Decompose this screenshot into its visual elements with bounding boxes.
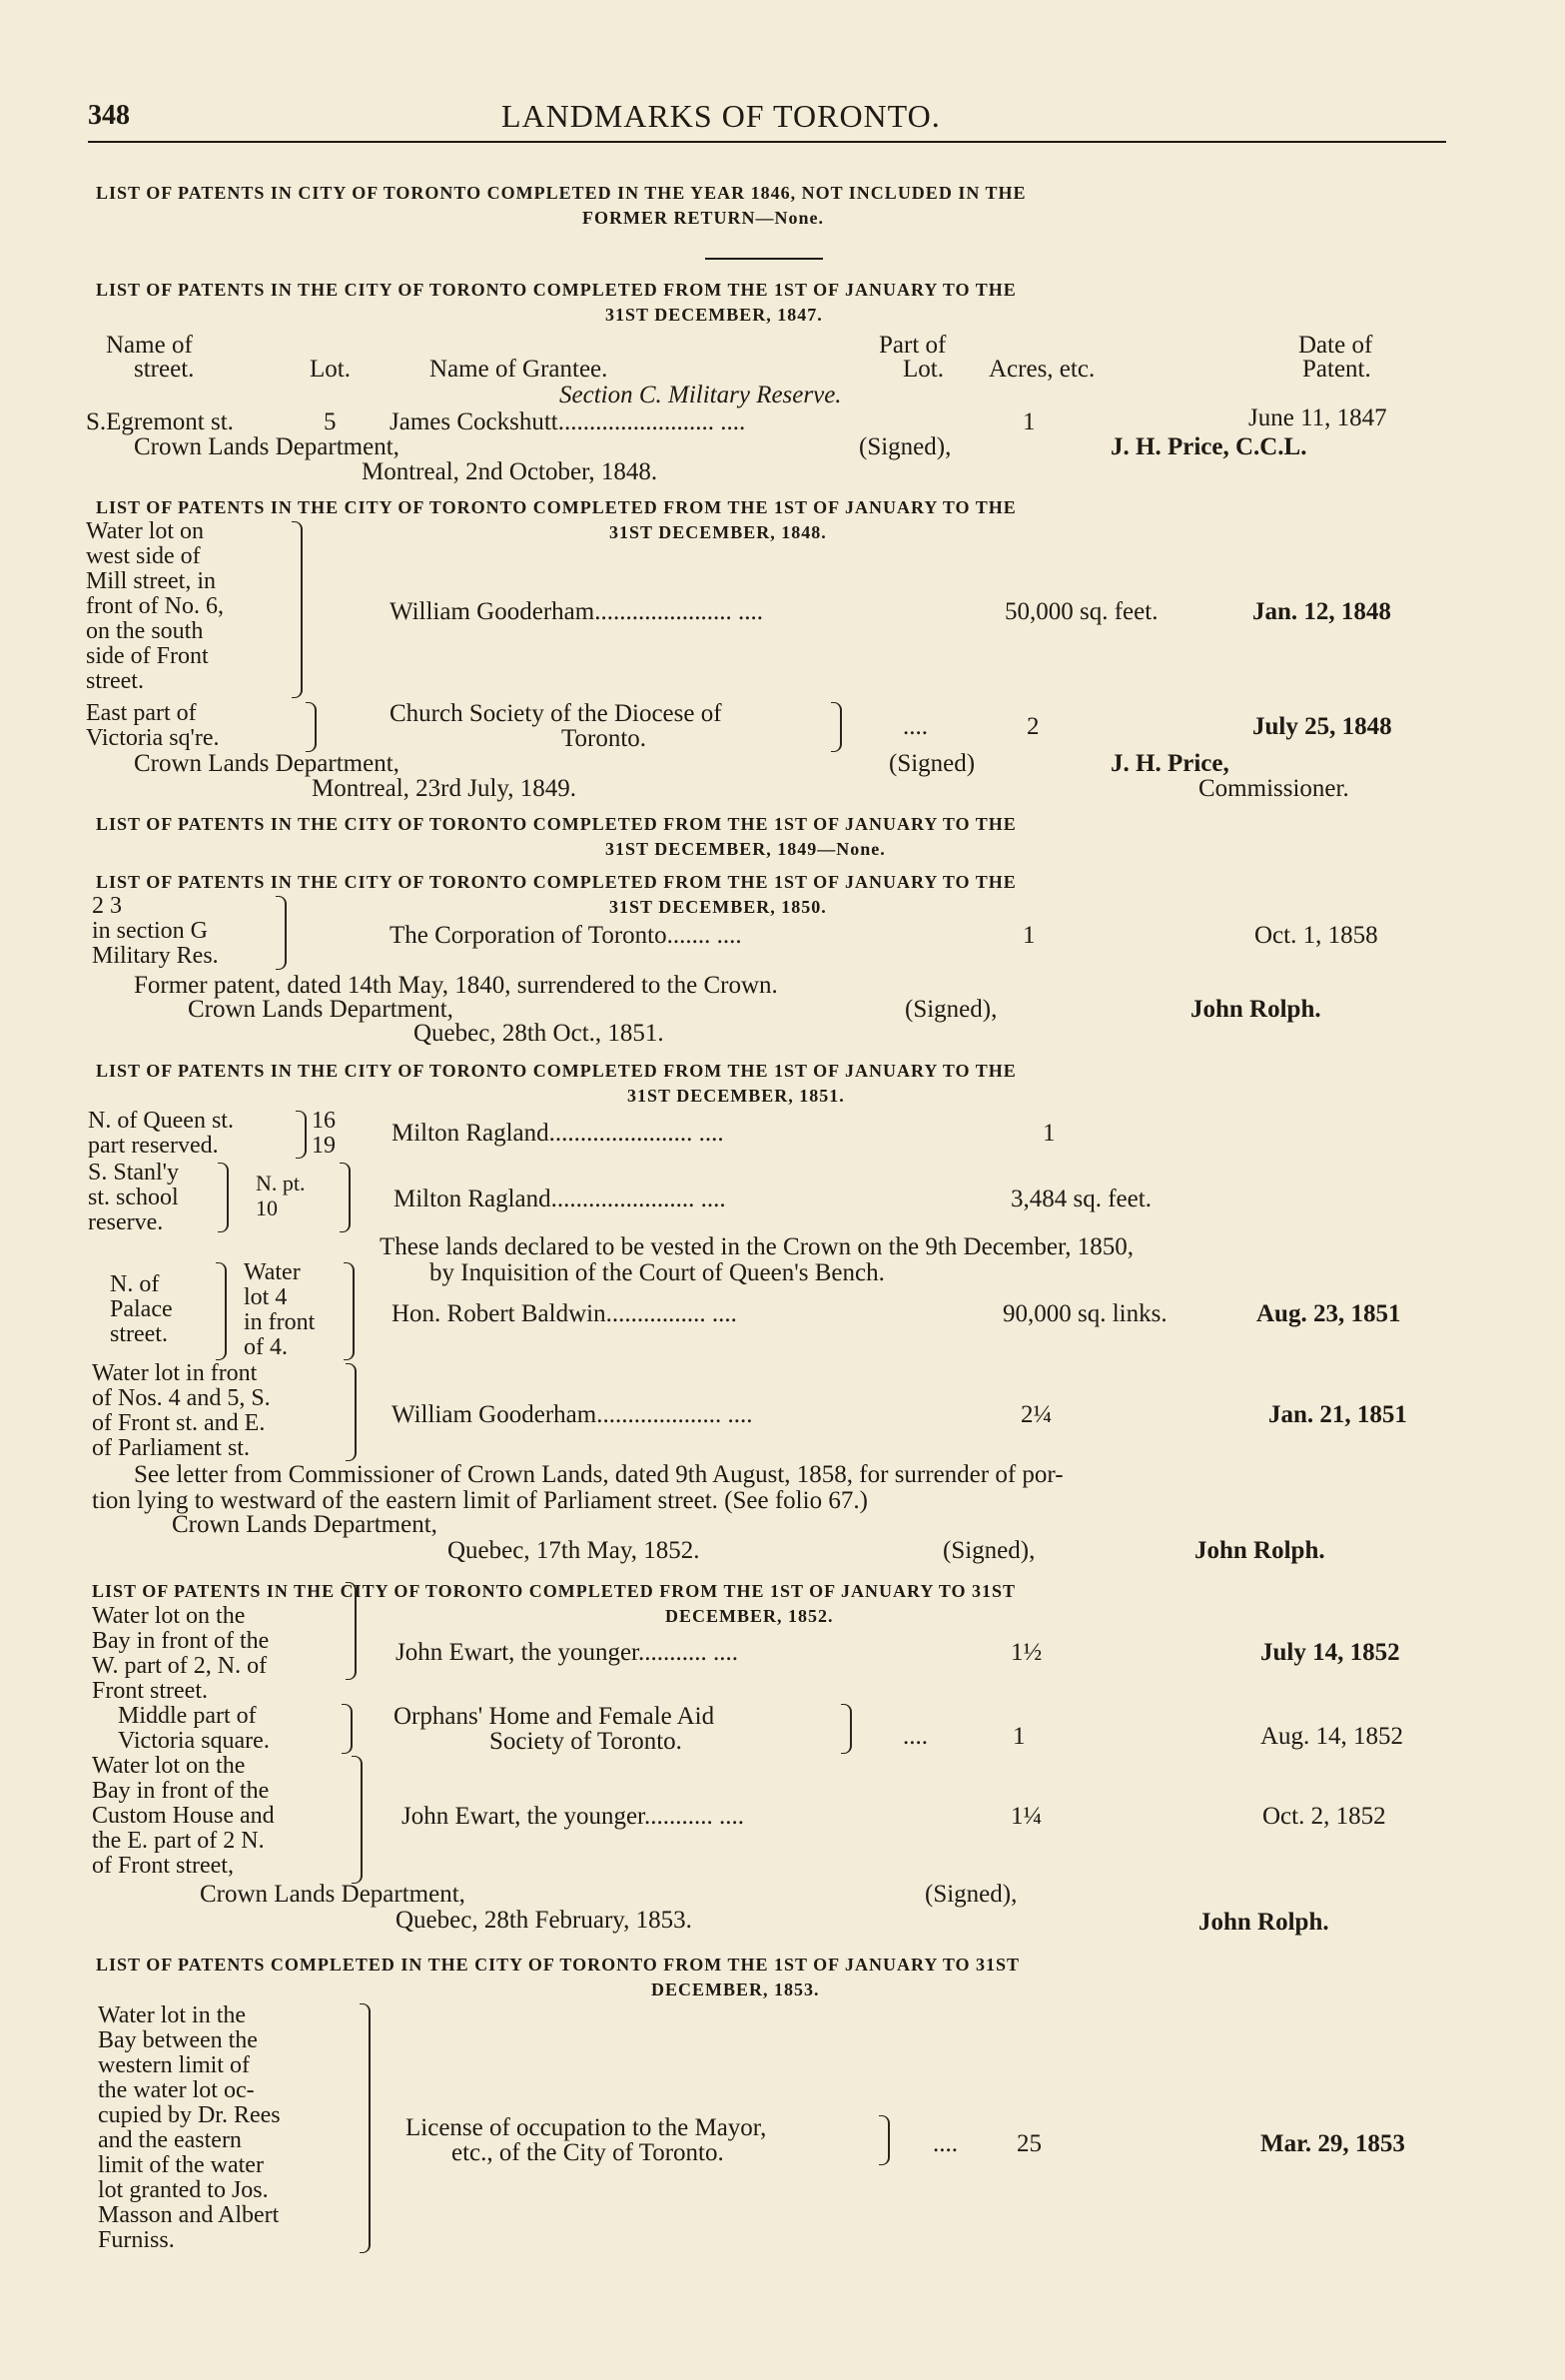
acres-value: 1 [1023,922,1036,949]
heading-1848: LIST OF PATENTS IN THE CITY OF TORONTO COMPLETED FROM THE 1ST OF JANUARY TO THE [96,497,1017,517]
signed-label: (Signed), [943,1537,1036,1564]
col-street-header: Name of [106,332,193,359]
grantee-name: Orphans' Home and Female Aid [393,1703,715,1730]
brace [340,1163,351,1232]
grantee-name: James Cockshutt......................... .... [390,408,746,435]
grantee-name: John Ewart, the younger........... .... [401,1803,745,1830]
lot-number: Water lot 4 in front of 4. [244,1259,316,1360]
vested-note: These lands declared to be vested in the Crown on the 9th December, 1850, [380,1233,1135,1260]
col-acres-header: Acres, etc. [989,356,1096,383]
heading-1846-line2: FORMER RETURN—None. [582,208,824,228]
heading-1847-line2: 31ST DECEMBER, 1847. [605,305,823,325]
acres-value: 2¼ [1021,1401,1053,1428]
note: Former patent, dated 14th May, 1840, surrendered to the Crown. [134,972,778,999]
heading-1853-line2: DECEMBER, 1853. [651,1980,820,1999]
col-grantee-header: Name of Grantee. [429,356,608,383]
heading-1848-line2: 31ST DECEMBER, 1848. [609,522,827,542]
lot-description: Middle part of Victoria square. [118,1703,270,1754]
place-date: Montreal, 23rd July, 1849. [312,775,577,802]
acres-value: 1 [1023,408,1036,435]
street-name: S.Egremont st. [86,408,234,435]
acres-value: 3,484 sq. feet. [1011,1186,1152,1212]
place-date: Quebec, 28th February, 1853. [395,1907,692,1934]
grantee-name: William Gooderham...................... .... [390,598,763,625]
grantee-name: John Ewart, the younger........... .... [395,1639,739,1666]
lot-description: N. of Palace street. [110,1271,173,1347]
patent-date: Aug. 23, 1851 [1256,1300,1401,1327]
dots: .... [933,2130,958,2157]
brace [344,1262,355,1360]
acres-value: 90,000 sq. links. [1003,1300,1168,1327]
lot-number: N. pt. 10 [256,1171,306,1220]
signer-name: John Rolph. [1198,1909,1329,1936]
lot-description: Water lot in front of Nos. 4 and 5, S. of Front st. and E. of Parliament st. [92,1360,271,1461]
brace [218,1163,229,1232]
brace [352,1756,363,1884]
page-number: 348 [88,100,130,131]
letter-note: See letter from Commissioner of Crown Lands, dated 9th August, 1858, for surrender of por- [134,1461,1064,1488]
section-title: Section C. Military Reserve. [559,382,842,408]
letter-note-2: tion lying to westward of the eastern limit of Parliament street. (See folio 67.) [92,1487,868,1514]
signer-name: J. H. Price, [1111,750,1229,777]
signer-name: J. H. Price, C.C.L. [1111,433,1307,460]
heading-1852: LIST OF PATENTS IN THE CITY OF TORONTO COMPLETED FROM THE 1ST OF JANUARY TO 31ST [92,1581,1017,1601]
heading-1850-line2: 31ST DECEMBER, 1850. [609,897,827,917]
lot-number: 16 19 [312,1108,336,1159]
heading-1853: LIST OF PATENTS COMPLETED IN THE CITY OF TORONTO FROM THE 1ST OF JANUARY TO 31ST [96,1955,1021,1975]
brace [346,1363,357,1461]
patent-date: July 25, 1848 [1252,713,1392,740]
patent-date: July 14, 1852 [1260,1639,1400,1666]
lot-description: N. of Queen st. part reserved. [88,1108,234,1159]
office-name: Crown Lands Department, [134,433,399,460]
col-partof-header-2: Lot. [903,356,944,383]
brace [342,1704,353,1754]
header-rule [88,141,1446,143]
brace [306,702,317,752]
acres-value: 1 [1043,1120,1056,1147]
brace [879,2115,890,2165]
patent-date: Mar. 29, 1853 [1260,2130,1405,2157]
place-date: Quebec, 17th May, 1852. [447,1537,700,1564]
vested-note-2: by Inquisition of the Court of Queen's Bench. [429,1259,885,1286]
heading-1846: LIST OF PATENTS IN CITY OF TORONTO COMPLETED IN THE YEAR 1846, NOT INCLUDED IN THE [96,183,1027,203]
grantee-name: Hon. Robert Baldwin................ .... [391,1300,737,1327]
col-date-header-2: Patent. [1302,356,1371,383]
office-name: Crown Lands Department, [200,1881,465,1908]
heading-1849: LIST OF PATENTS IN THE CITY OF TORONTO COMPLETED FROM THE 1ST OF JANUARY TO THE [96,814,1017,834]
lot-description: Water lot in the Bay between the western limit of the water lot oc- cupied by Dr. Rees and the eastern limit of the water lot granted to Jos. Masson and Albert Furniss. [98,2002,281,2253]
signed-label: (Signed), [859,433,952,460]
patent-date: Jan. 12, 1848 [1252,598,1391,625]
grantee-name: The Corporation of Toronto....... .... [390,922,742,949]
lot-description: S. Stanl'y st. school reserve. [88,1160,180,1235]
brace [276,896,287,970]
place-date: Quebec, 28th Oct., 1851. [413,1020,664,1047]
office-name: Crown Lands Department, [172,1511,437,1538]
lot-description: Water lot on the Bay in front of the W. part of 2, N. of Front street. [92,1603,270,1704]
grantee-name-2: Society of Toronto. [489,1728,682,1755]
lot-description: 2 3 in section G Military Res. [92,893,219,969]
grantee-name: License of occupation to the Mayor, [405,2114,767,2141]
acres-value: 1½ [1011,1639,1043,1666]
section-divider [705,258,823,260]
acres-value: 2 [1027,713,1040,740]
grantee-name: Milton Ragland....................... .... [391,1120,724,1147]
brace [360,2003,371,2253]
signed-label: (Signed), [905,996,998,1023]
place-date: Montreal, 2nd October, 1848. [362,458,658,485]
col-street-header-2: street. [134,356,195,383]
heading-1849-line2: 31ST DECEMBER, 1849—None. [605,839,886,859]
acres-value: 1¼ [1011,1803,1043,1830]
dots: .... [903,1723,928,1750]
brace [292,521,303,698]
brace [216,1262,227,1360]
heading-1852-line2: DECEMBER, 1852. [665,1606,834,1626]
heading-1850: LIST OF PATENTS IN THE CITY OF TORONTO COMPLETED FROM THE 1ST OF JANUARY TO THE [96,872,1017,892]
lot-description: Water lot on west side of Mill street, in front of No. 6, on the south side of Front street. [86,518,224,694]
patent-date: Aug. 14, 1852 [1260,1723,1404,1750]
heading-1851-line2: 31ST DECEMBER, 1851. [627,1086,845,1106]
grantee-name: Milton Ragland....................... .... [393,1186,726,1212]
acres-value: 25 [1017,2130,1042,2157]
office-name: Crown Lands Department, [134,750,399,777]
signer-name: John Rolph. [1194,1537,1325,1564]
grantee-name: Church Society of the Diocese of [390,700,722,727]
brace [831,702,842,752]
signer-title: Commissioner. [1198,775,1349,802]
signed-label: (Signed) [889,750,976,777]
grantee-name-2: Toronto. [561,725,647,752]
brace [346,1582,357,1680]
grantee-name: William Gooderham.................... .... [391,1401,753,1428]
patent-date: Jan. 21, 1851 [1268,1401,1407,1428]
lot-number: 5 [324,408,337,435]
heading-1851: LIST OF PATENTS IN THE CITY OF TORONTO COMPLETED FROM THE 1ST OF JANUARY TO THE [96,1061,1017,1081]
dots: .... [903,713,928,740]
signed-label: (Signed), [925,1881,1018,1908]
page-title: LANDMARKS OF TORONTO. [501,98,941,134]
col-lot-header: Lot. [310,356,351,383]
signer-name: John Rolph. [1190,996,1321,1023]
brace [296,1111,307,1159]
lot-description: East part of Victoria sq're. [86,700,220,751]
office-name: Crown Lands Department, [188,996,453,1023]
col-partof-header: Part of [879,332,947,359]
acres-value: 1 [1013,1723,1026,1750]
col-date-header: Date of [1298,332,1373,359]
patent-date: Oct. 2, 1852 [1262,1803,1386,1830]
patent-date: Oct. 1, 1858 [1254,922,1378,949]
lot-description: Water lot on the Bay in front of the Custom House and the E. part of 2 N. of Front street, [92,1753,275,1879]
patent-date: June 11, 1847 [1248,404,1387,431]
grantee-name-2: etc., of the City of Toronto. [451,2139,724,2166]
acres-value: 50,000 sq. feet. [1005,598,1159,625]
heading-1847: LIST OF PATENTS IN THE CITY OF TORONTO COMPLETED FROM THE 1ST OF JANUARY TO THE [96,280,1017,300]
brace [841,1704,852,1754]
